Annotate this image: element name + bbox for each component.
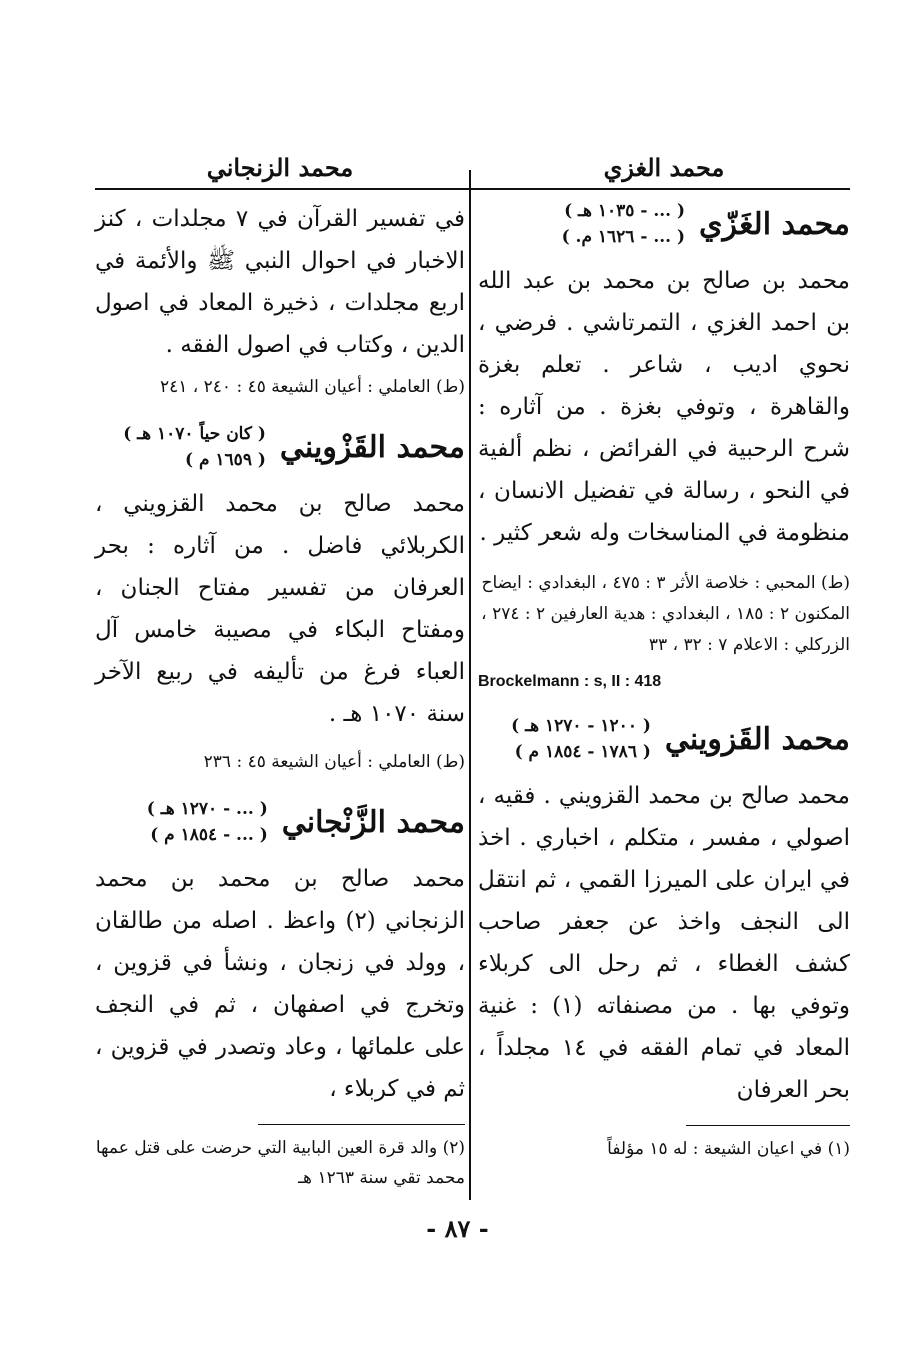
- hijri-date: ( ... - ١٠٣٥ هـ ): [564, 201, 686, 221]
- entry-dates: [147, 796, 268, 848]
- latin-reference: Brockelmann : s, II : 418: [478, 673, 662, 690]
- entry-body: محمد صالح بن محمد القزويني . فقيه ، اصولي ، مفسر ، متكلم ، اخباري . اخذ في ايران على الميرزا القمي ، ثم انتقل الى النجف واخذ عن جعفر صاحب كشف الغطاء ، ثم رحل الى كربلاء وتوفي بها . من مصنفاته (١) : غنية المعاد في تمام الفقه في ١٤ مجلداً ، بحر العرفان: [478, 783, 851, 1103]
- entry-al-qazwini-2: [95, 421, 465, 778]
- footnote-rule: [686, 1125, 850, 1126]
- entry-reference: (ط) العاملي : أعيان الشيعة ٤٥ : ٢٣٦: [203, 752, 465, 772]
- entry-dates: [123, 421, 266, 473]
- page-number: - ٨٧ -: [426, 1214, 489, 1243]
- footnote-rule: [258, 1124, 465, 1125]
- gregorian-date: ( ١٦٥٩ م ): [185, 450, 266, 470]
- entry-name: محمد القَزويني: [664, 721, 850, 757]
- entry-body: محمد صالح بن محمد القزويني ، الكربلائي فاضل . من آثاره : بحر العرفان من تفسير مفتاح الجنان ، ومفتاح البكاء في مصيبة خامس آل العباء فرغ من تأليفه في ربيع الآخر سنة ١٠٧٠ هـ .: [95, 491, 465, 727]
- entry-heading: [478, 198, 850, 250]
- entry-al-zanjani: [95, 796, 465, 1110]
- entry-al-qazwini-1: [478, 713, 850, 1111]
- entry-reference: (ط) المحبي : خلاصة الأثر ٣ : ٤٧٥ ، البغدادي : ايضاح المكنون ٢ : ١٨٥ ، البغدادي : هدية العارفين ٢ : ٢٧٤ ، الزركلي : الاعلام ٧ : ٣٢ ، ٣٣: [481, 573, 850, 655]
- entry-dates: [511, 713, 651, 765]
- continued-text: في تفسير القرآن في ٧ مجلدات ، كنز الاخبار في احوال النبي ﷺ والأئمة في اربع مجلدات ، ذخيرة المعاد في اصول الدين ، وكتاب في اصول الفقه .: [95, 206, 465, 358]
- hijri-date: ( كان حياً ١٠٧٠ هـ ): [123, 424, 266, 444]
- footnote: (٢) والد قرة العين البابية التي حرضت على قتل عمها محمد تقي سنة ١٢٦٣ هـ: [95, 1138, 465, 1188]
- entry-dates: [562, 198, 685, 250]
- left-header-rule: [95, 188, 473, 190]
- hijri-date: ( ... - ١٢٧٠ هـ ): [146, 799, 268, 819]
- gregorian-date: ( ... - ١٦٢٦ م. ): [561, 227, 686, 247]
- hijri-date: ( ١٢٠٠ - ١٢٧٠ هـ ): [511, 716, 651, 736]
- entry-heading: [95, 421, 465, 473]
- entry-body: محمد صالح بن محمد بن محمد الزنجاني (٢) واعظ . اصله من طالقان ، وولد في زنجان ، ونشأ في قزوين ، وتخرج في اصفهان ، ثم في النجف على علمائها ، وعاد وتصدر في قزوين ، ثم في كربلاء ،: [95, 866, 465, 1102]
- footnote: (١) في اعيان الشيعة : له ١٥ مؤلفاً: [607, 1139, 850, 1159]
- entry-name: محمد القَزْويني: [279, 429, 465, 465]
- entry-heading: [95, 796, 465, 848]
- entry-al-ghazzi: [478, 198, 850, 691]
- entry-heading: [478, 713, 850, 765]
- gregorian-date: ( ... - ١٨٥٤ م ): [150, 825, 268, 845]
- right-header-rule: [472, 188, 850, 190]
- continued-reference: (ط) العاملي : أعيان الشيعة ٤٥ : ٢٤٠ ، ٢٤١: [159, 377, 465, 397]
- entry-body: محمد بن صالح بن محمد بن عبد الله بن احمد الغزي ، التمرتاشي . فرضي ، نحوي اديب ، شاعر . تعلم بغزة والقاهرة ، وتوفي بغزة . من آثاره : شرح الرحبية في الفرائض ، نظم ألفية في النحو ، رسالة في تفضيل الانسان ، منظومة في المناسخات وله شعر كثير .: [478, 268, 850, 546]
- entry-name: محمد الغَزّي: [699, 206, 850, 242]
- entry-name: محمد الزَّنْجاني: [281, 804, 465, 840]
- right-column-header: محمد الغزي: [603, 153, 725, 182]
- left-column: [95, 150, 465, 1193]
- gregorian-date: ( ١٧٨٦ - ١٨٥٤ م ): [514, 742, 651, 762]
- column-divider: [469, 170, 471, 1200]
- left-column-header: محمد الزنجاني: [206, 153, 354, 182]
- right-column: [478, 150, 850, 1164]
